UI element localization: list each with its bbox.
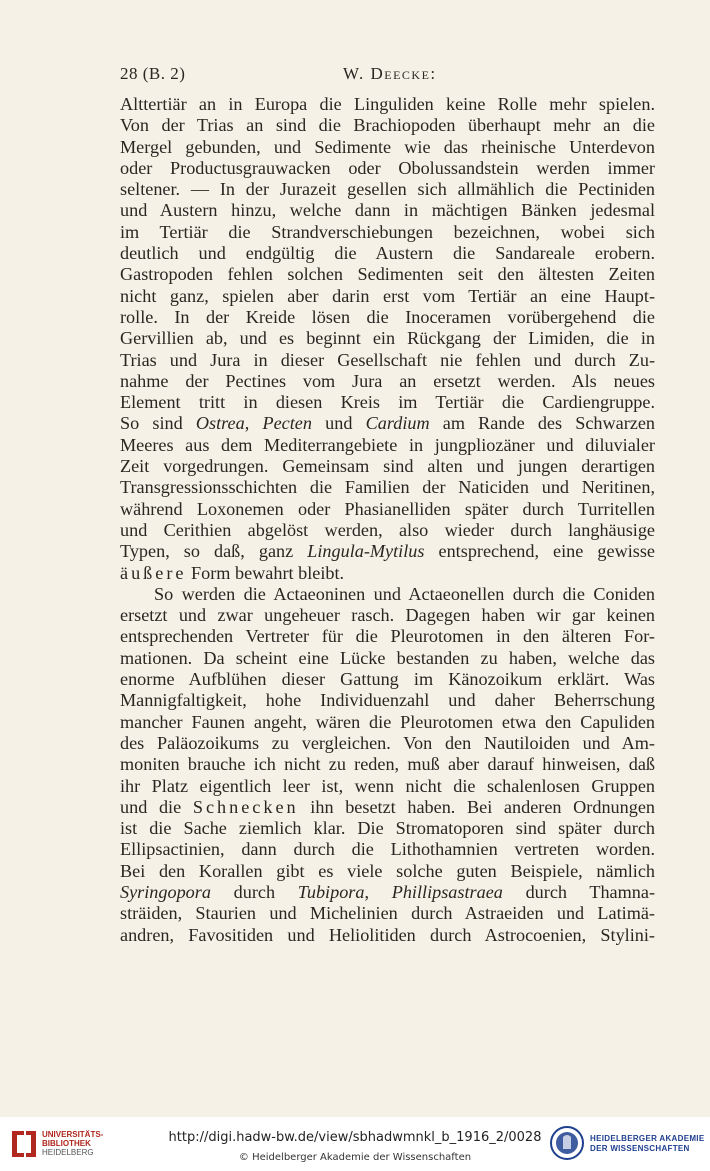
text-run: durch (210, 881, 298, 902)
academy-label (590, 1134, 704, 1154)
footer-bar (0, 1117, 710, 1171)
text-run: Form bewahrt bleibt. (186, 562, 345, 583)
body-text (120, 94, 655, 946)
text-line: während Loxonemen oder Phasianelliden später durch Turritellen (120, 498, 655, 519)
logo-text-line: HEIDELBERG (42, 1148, 94, 1157)
text-run: am Rande des Schwarzen (429, 413, 656, 434)
text-line: Meeres aus dem Mediterrangebiete in jungpliozäner und diluvialer (120, 434, 655, 455)
text-line: entsprechenden Vertreter für die Pleurotomen in den älteren For- (120, 626, 655, 647)
text-line: mationen. Da scheint eine Lücke bestanden zu haben, welche das (120, 647, 655, 668)
text-line: Ellipsactinien, dann durch die Lithothamnien vertreten worden. (120, 839, 655, 860)
copyright-text: © Heidelberger Akademie der Wissenschaften (238, 1152, 472, 1163)
genus-name: Ostrea (195, 413, 245, 434)
text-line: ihr Platz eigentlich leer ist, wenn nicht die schalenlosen Gruppen (120, 775, 655, 796)
author-header: W. Deecke: (343, 64, 437, 83)
text-line: Element tritt in diesen Kreis im Tertiär die Cardiengruppe. (120, 392, 655, 413)
text-line: ist die Sache ziemlich klar. Die Stromatoporen sind später durch (120, 818, 655, 839)
text-line: des Paläozoikums zu vergleichen. Von den Nautiloiden und Am- (120, 732, 655, 753)
text-run: ihn besetzt haben. Bei anderen Ordnungen (298, 796, 655, 817)
logo-text-line: HEIDELBERGER AKADEMIE (590, 1134, 705, 1143)
text-line: rolle. In der Kreide lösen die Inoceramen vorübergehend die (120, 306, 655, 327)
text-line: Zeit vorgedrungen. Gemeinsam sind alten und jungen derartigen (120, 456, 655, 477)
text-line: ersetzt und zwar ungeheuer rasch. Dagegen haben wir gar keinen (120, 605, 655, 626)
text-line: mancher Faunen angeht, wären die Pleurotomen etwa den Capuliden (120, 711, 655, 732)
permalink[interactable]: http://digi.hadw-bw.de/view/sbhadwmnkl_b_1916_2/0028 (168, 1130, 542, 1145)
text-line: nahme der Pectines vom Jura an ersetzt werden. Als neues (120, 370, 655, 391)
text-line: Mannigfaltigkeit, hohe Individuenzahl und daher Beherrschung (120, 690, 655, 711)
spaced-word: Schnecken (192, 796, 299, 817)
text-run: entsprechend, eine gewisse (424, 541, 655, 562)
text-run: und (311, 413, 366, 434)
text-run: Typen, so daß, ganz (120, 541, 308, 562)
text-line: Mergel gebunden, und Sedimente wie das rheinische Unterdevon (120, 136, 655, 157)
genus-name: Cardium (365, 413, 430, 434)
text-line: Gervillien ab, und es beginnt ein Rückgang der Limiden, die in (120, 328, 655, 349)
text-line: So werden die Actaeoninen und Actaeonellen durch die Coniden (154, 583, 655, 604)
text-line: Alttertiär an in Europa die Linguliden keine Rolle mehr spielen. (120, 94, 655, 114)
text-run: und die (120, 796, 193, 817)
text-line (120, 413, 655, 434)
genus-name: Phillipsastraea (391, 881, 503, 902)
text-line: Von der Trias an sind die Brachiopoden überhaupt mehr an die (120, 115, 655, 136)
text-run: , (364, 881, 392, 902)
text-line: moniten brauche ich nicht zu reden, muß aber darauf hinweisen, daß (120, 754, 655, 775)
text-line: Gastropoden fehlen solchen Sedimenten seit den ältesten Zeiten (120, 264, 655, 285)
text-line: oder Productusgrauwacken oder Obolussandstein werden immer (120, 157, 655, 178)
text-line: seltener. — In der Jurazeit gesellen sich allmählich die Pectiniden (120, 179, 655, 200)
genus-name: Pecten (262, 413, 312, 434)
logo-text-line: DER WISSENSCHAFTEN (590, 1144, 690, 1153)
text-run: So sind (120, 413, 196, 434)
text-line (120, 797, 655, 818)
academy-seal-icon (549, 1125, 585, 1161)
text-line: Trias und Jura in dieser Gesellschaft nie fehlen und durch Zu- (120, 349, 655, 370)
text-line: Transgressionsschichten die Familien der Naticiden und Neritinen, (120, 477, 655, 498)
text-run: , (244, 413, 263, 434)
logo-text-line: UNIVERSITÄTS- (42, 1130, 104, 1139)
page-number: 28 (B. 2) (120, 64, 186, 83)
logo-text-line: BIBLIOTHEK (42, 1139, 91, 1148)
genus-name: Lingula-Mytilus (307, 541, 425, 562)
text-line: andren, Favositiden und Heliolitiden durch Astrocoenien, Stylini- (120, 924, 655, 945)
text-line: Bei den Korallen gibt es viele solche guten Beispiele, nämlich (120, 860, 655, 881)
text-line: im Tertiär die Strandverschiebungen bezeichnen, wobei sich (120, 221, 655, 242)
text-line: und Cerithien abgelöst werden, also wieder durch langhäusige (120, 519, 655, 540)
text-line: nicht ganz, spielen aber darin erst vom Tertiär an eine Haupt- (120, 285, 655, 306)
genus-name: Tubipora (297, 881, 365, 902)
genus-name: Syringopora (120, 881, 211, 902)
text-line: enorme Aufblühen dieser Gattung im Känozoikum erklärt. Was (120, 669, 655, 690)
text-line: sträiden, Staurien und Michelinien durch Astraeiden und Latimä- (120, 903, 655, 924)
text-line (120, 541, 655, 562)
text-run: durch Thamna- (502, 881, 655, 902)
text-line: deutlich und endgültig die Austern die Sandareale erobern. (120, 243, 655, 264)
text-line: und Austern hinzu, welche dann in mächtigen Bänken jedesmal (120, 200, 655, 221)
text-line (120, 882, 655, 903)
spaced-word: äußere (120, 562, 187, 583)
text-line (120, 563, 655, 584)
